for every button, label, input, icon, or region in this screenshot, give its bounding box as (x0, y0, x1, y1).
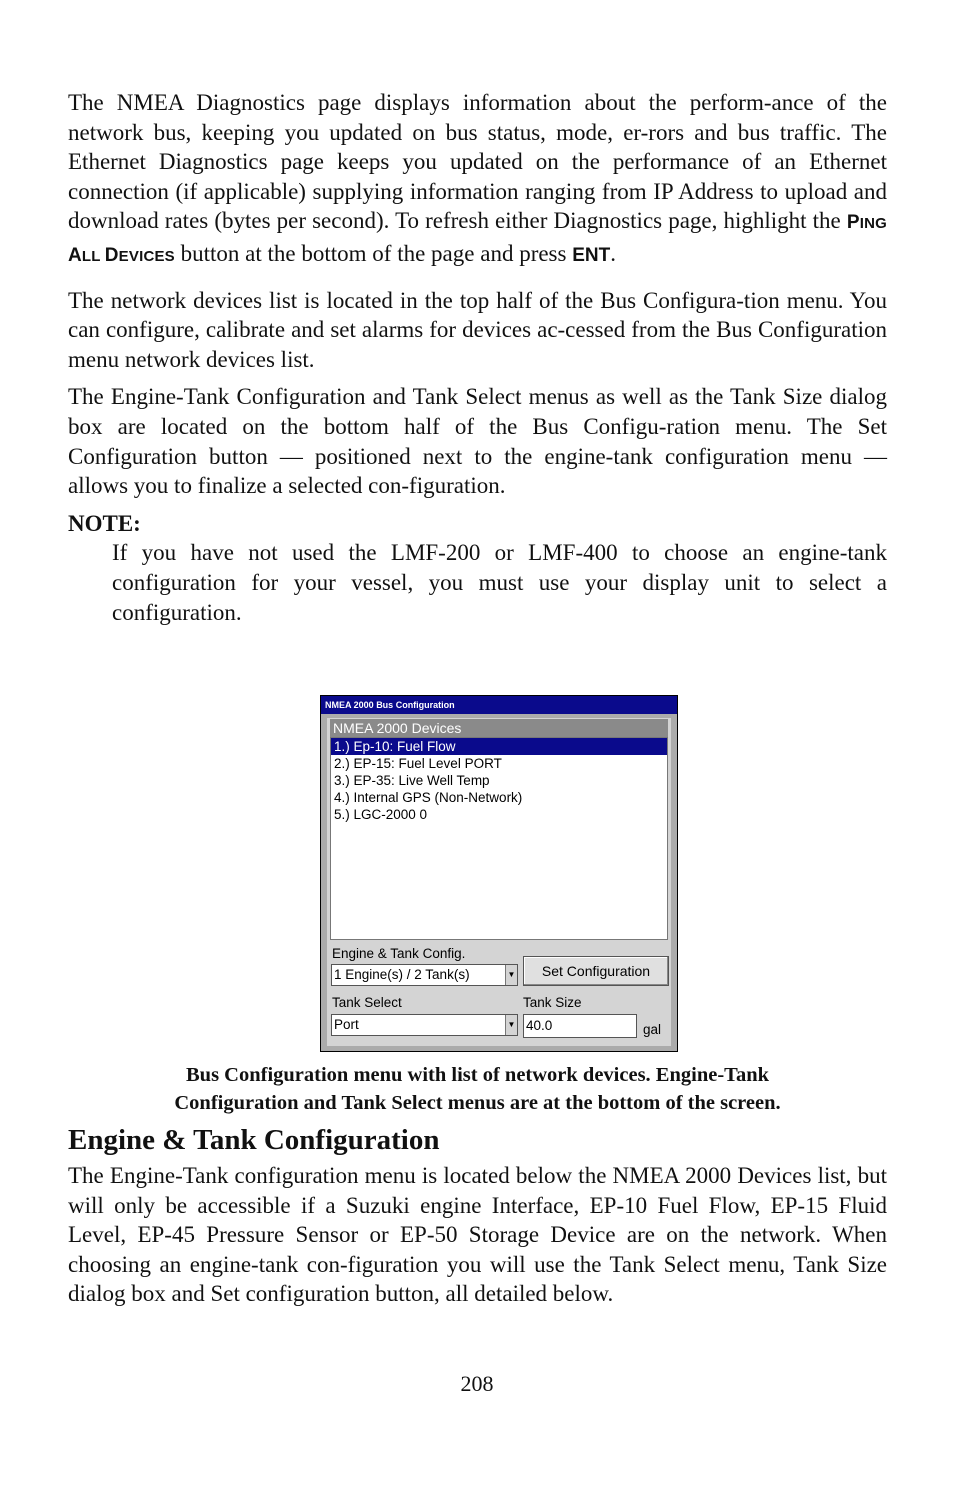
device-item[interactable]: 1.) Ep-10: Fuel Flow (331, 738, 667, 755)
device-item[interactable]: 2.) EP-15: Fuel Level PORT (334, 756, 502, 771)
figure-caption-line: Configuration and Tank Select menus are at the bottom of the screen. (174, 1091, 781, 1114)
paragraph-engine-tank-config: The Engine-Tank configuration menu is located below the NMEA 2000 Devices list, but will only be accessible if a Suzuki engine Interface, EP-10 Fuel Flow, EP-15 Fluid Level, EP-45 Pressure Sensor or EP-50 Storage Device are on the network. When choosing an engine-tank con-figuration you will use the Tank Select menu, Tank Size dialog box and Set configuration button, all detailed below. (68, 1163, 887, 1307)
chevron-down-icon[interactable]: ▼ (505, 965, 517, 985)
page-text (68, 88, 887, 627)
section-body (68, 1161, 887, 1309)
devices-list-header: NMEA 2000 Devices (330, 719, 668, 737)
device-item[interactable]: 5.) LGC-2000 0 (334, 807, 428, 822)
figure-caption (68, 1062, 887, 1117)
devices-list[interactable] (330, 737, 668, 940)
page-number: 208 (460, 1371, 494, 1396)
tank-size-label: Tank Size (523, 995, 582, 1010)
tank-select-dropdown[interactable] (331, 1014, 518, 1036)
tank-size-unit: gal (643, 1022, 662, 1037)
section-title: Engine & Tank Configuration (68, 1124, 440, 1156)
engine-tank-config-value: 1 Engine(s) / 2 Tank(s) (334, 967, 470, 982)
tank-size-input[interactable]: 40.0 (523, 1014, 637, 1038)
ent-key-label: ENT (572, 244, 611, 266)
device-item[interactable]: 4.) Internal GPS (Non-Network) (334, 790, 523, 805)
figure-caption-line: Bus Configuration menu with list of network devices. Engine-Tank (186, 1064, 769, 1086)
screen-panel (327, 718, 671, 1046)
engine-tank-config-label: Engine & Tank Config. (332, 946, 466, 961)
paragraph-diagnostics-text: The NMEA Diagnostics page displays information about the perform-ance of the network bus, keeping you updated on bus status, mode, er-rors and bus traffic. The Ethernet Diagnostics page keeps you updated on the performance of an Ethernet connection (if applicable) supplying information ranging from IP Address to upload and download rates (bytes per second). To refresh either Diagnostics page, highlight the (68, 90, 887, 234)
note-text: If you have not used the LMF-200 or LMF-400 to choose an engine-tank configuration for your vessel, you must use your display unit to select a configuration. (112, 540, 887, 625)
tank-select-value: Port (334, 1017, 359, 1032)
screen-title-bar: NMEA 2000 Bus Configuration (321, 696, 677, 714)
device-item[interactable]: 3.) EP-35: Live Well Temp (334, 773, 490, 788)
engine-tank-config-select[interactable] (331, 964, 518, 986)
paragraph-engine-tank: The Engine-Tank Configuration and Tank Select menus as well as the Tank Size dialog box are located on the bottom half of the Bus Configu-ration menu. The Set Configuration button — positioned next to the engine-tank configuration menu — allows you to finalize a selected con-figuration. (68, 384, 887, 499)
bus-configuration-screenshot (320, 695, 678, 1052)
paragraph-network-devices: The network devices list is located in the top half of the Bus Configura-tion menu. You can configure, calibrate and set alarms for devices ac-cessed from the Bus Configuration menu network devices list. (68, 287, 887, 372)
note-label: NOTE: (68, 510, 141, 536)
set-configuration-button[interactable]: Set Configuration (523, 956, 669, 986)
chevron-down-icon[interactable]: ▼ (505, 1015, 517, 1035)
tank-select-label: Tank Select (332, 995, 402, 1010)
paragraph-diagnostics: The NMEA Diagnostics page displays information about the perform-ance of the network bus, keeping you updated on bus status, mode, er-rors and bus traffic. The Ethernet Diagnostics page keeps you updated on the performance of an Ethernet connection (if applicable) supplying information ranging from IP Address to upload and download rates (bytes per second). To refresh either Diagnostics page, highlight the PING ALL DEVICES button at the bottom of the page and press ENT. (68, 90, 888, 266)
ping-all-devices-label: PING ALL DEVICES (68, 212, 888, 266)
